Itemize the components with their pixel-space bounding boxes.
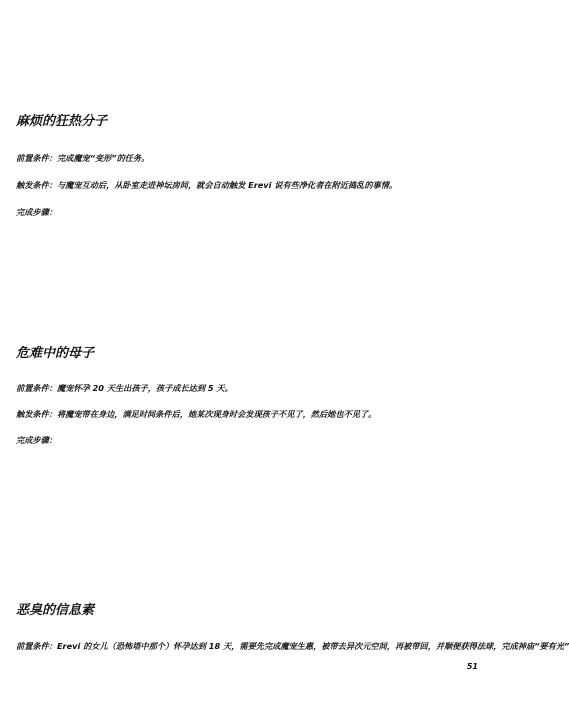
page-number: 51: [466, 662, 478, 671]
prerequisite-text: 前置条件：完成魔宠“变形”的任务。: [16, 153, 150, 163]
prerequisite-text: 前置条件：魔宠怀孕 20 天生出孩子，孩子成长达到 5 天。: [16, 383, 233, 393]
section-heading: 麻烦的狂热分子: [16, 114, 108, 129]
trigger-text: 触发条件：与魔宠互动后，从卧室走进神坛房间，就会自动触发 Erevi 说有些净化者在附近捣乱的事情。: [16, 180, 398, 190]
steps-label: 完成步骤：: [16, 207, 57, 217]
steps-label: 完成步骤：: [16, 435, 57, 445]
prerequisite-text: 前置条件：Erevi 的女儿（恐怖塔中那个）怀孕达到 18 天，需要先完成魔宠生惠，被带去异次元空间，再被带回，并顺便获得法球，完成神庙“要有光”: [16, 641, 569, 651]
trigger-text: 触发条件：将魔宠带在身边，满足时间条件后，她某次现身时会发现孩子不见了，然后她也不见了。: [16, 409, 377, 419]
section-heading: 恶臭的信息素: [16, 603, 95, 618]
section-heading: 危难中的母子: [16, 346, 95, 361]
